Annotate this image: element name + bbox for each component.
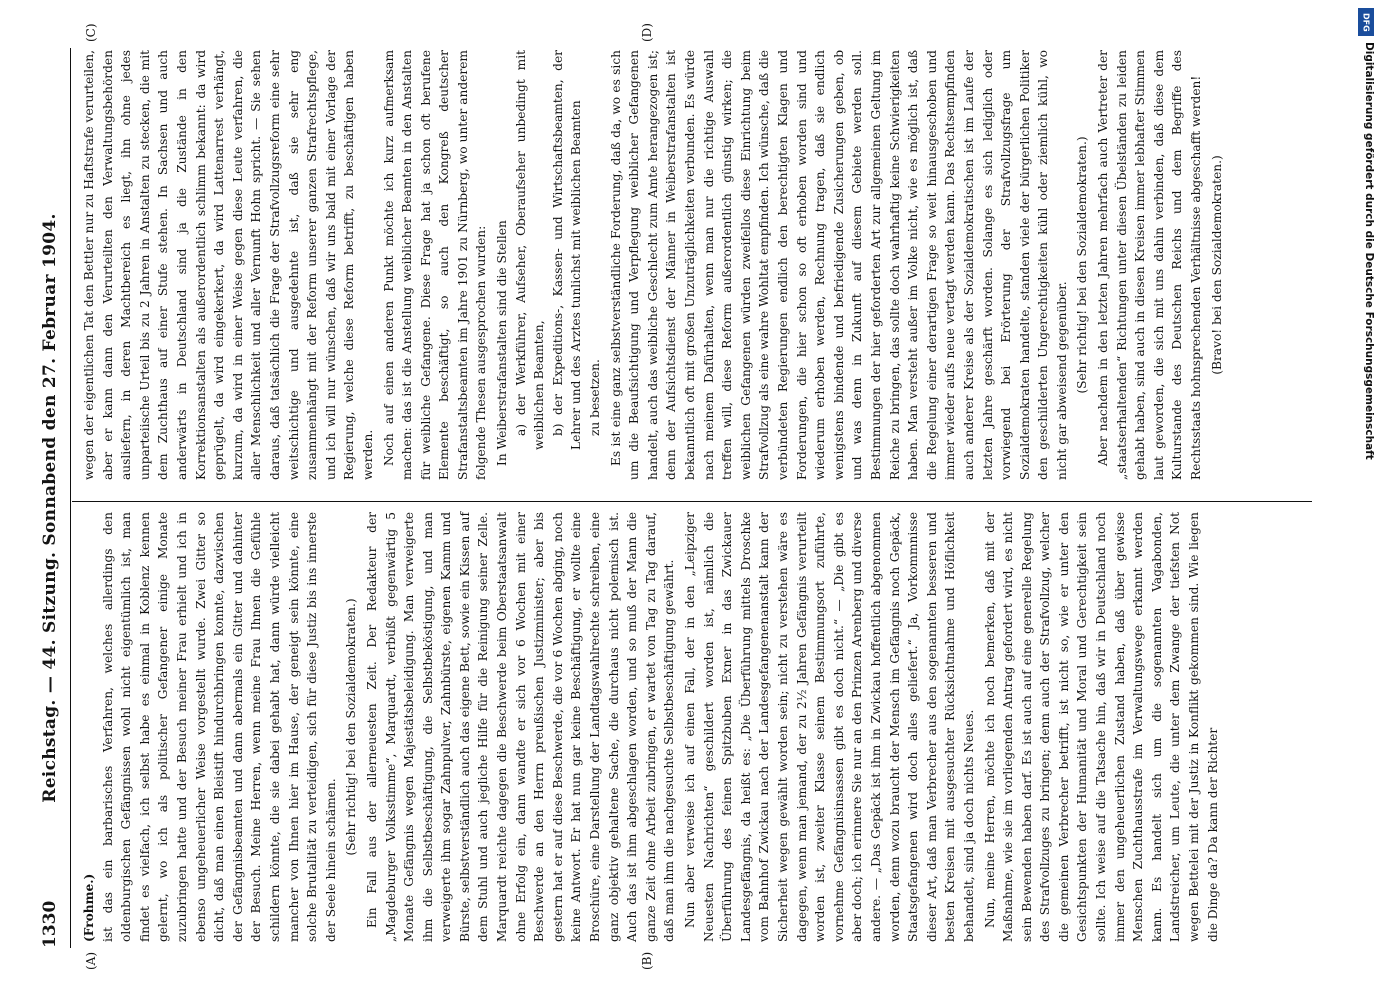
interjection: (Sehr richtig! bei den Sozialdemokraten.) (344, 598, 359, 856)
paragraph: Nun aber verweise ich auf einen Fall, der in den „Leipziger Neuesten Nachrichten“ geschildert worden ist, nämlich die Überführung des feinen Spitzbuben Exner in das Zwickauer Landesgefängnis, da heißt es: „Die Überführung mittels Droschke vom Bahnhof Zwickau nach der Landesgefangenenanstalt kann der Sicherheit wegen gewählt worden sein; nicht zu verstehen wäre es dagegen, wenn man jemand, der zu 2½ Jahren Gefängnis verurteilt worden ist, zweiter Klasse seinem Bestimmungsort zuführte, vornehme Gefängnisinsassen gibt es doch nicht.“ — „Die gibt es aber doch; ich erinnere Sie nur an den Prinzen Arenberg und diverse andere. — „Das Gepäck ist ihm in Zwickau hoffentlich abgenommen worden, denn wozu braucht der Mensch im Gefängnis noch Gepäck, Staatsgefangenen wird doch alles geliefert.“ Ja, Vorkommnisse dieser Art, daß man Verbrecher aus den sogenannten besseren und besten Kreisen mit ausgesuchter Rücksichtnahme und Höflichkeit behandelt, sind ja doch nichts Neues. (683, 512, 976, 942)
paragraph: wegen der eigentlichen Tat den Bettler nur zu Haftstrafe verurteilen, aber er kann dann den Verurteilten den Verwaltungsbehörden ausliefern, in deren Machtbereich es liegt, ihn ohne jedes unparteiische Urteil bis zu 2 Jahren in Anstalten zu stecken, die mit dem Zuchthaus auf einer Stufe stehen. In Sachsen und auch anderwärts in Deutschland sind ja die Zustände in den Korrektionsanstalten als außerordentlich schlimm bekannt: da wird geprügelt, da wird eingekerkert, da wird Lattenarrest verhängt, kurzum, da wird in einer Weise gegen diese Leute verfahren, die aller Menschlichkeit und aller Vernunft Hohn spricht. — Sie sehen daraus, daß tatsächlich die Frage der Strafvollzugsreform eine sehr weitschichtige und ausgedehnte ist, daß sie sehr eng zusammenhängt mit der Reform unserer ganzen Strafrechtspflege, und ich will nur wünschen, daß wir uns bald mit einer Vorlage der Regierung, welche diese Reform betrifft, zu beschäftigen haben werden. (82, 50, 375, 480)
margin-mark-c: (C) (84, 23, 98, 42)
paragraph: Noch auf einen anderen Punkt möchte ich kurz aufmerksam machen: das ist die Anstellung weiblicher Beamten in den Anstalten für weibliche Gefangene. Diese Frage hat ja schon oft berufene Elemente beschäftigt, so auch den Kongreß deutscher Strafanstaltsbeamten im Jahre 1901 zu Nürnberg, wo unter anderem folgende Thesen ausgesprochen wurden: (381, 50, 489, 480)
margin-mark-b: (B) (640, 951, 654, 970)
paragraph: a) der Werkführer, Aufseher, Oberaufseher unbedingt mit weiblichen Beamten, (513, 50, 547, 450)
paragraph: Ein Fall aus der allerneuesten Zeit. Der Redakteur der „Magdeburger Volksstimme“, Marquardt, verbüßt gegenwärtig 5 Monate Gefängnis wegen Majestätsbeleidigung. Man verweigerte ihm die Selbstbeschäftigung, die Selbstbeköstigung, und man verweigerte ihm sogar Zahnpulver, Zahnbürste, eigenen Kamm und Bürste, selbstverständlich auch das eigene Bett, sowie ein Kissen auf dem Stuhl und auch jegliche Hilfe für die Reinigung seiner Zelle. Marquardt reichte dagegen die Beschwerde beim Oberstaatsanwalt ohne Erfolg ein, dann wandte er sich vor 6 Wochen mit einer Beschwerde an den Herrn preußischen Justizminister; aber bis gestern hat er auf diese Beschwerde, die vor 6 Wochen abging, noch keine Antwort. Er hat nun gar keine Beschäftigung, er wollte eine Broschüre, eine Darstellung der Landtagswahlrechte schreiben, eine ganz objektiv gehaltene Sache, die durchaus nicht polemisch ist. Auch das ist ihm abgeschlagen worden, und so muß der Mann die ganze Zeit ohne Arbeit zubringen, er wartet von Tag zu Tag darauf, daß man ihm die nachgesuchte Selbstbeschäftigung gewährt. (364, 512, 677, 942)
paragraph: Es ist eine ganz selbstverständliche Forderung, daß da, wo es sich um die Beaufsichtigung und Verpflegung weiblicher Gefangenen handelt, auch das weibliche Geschlecht zum Amte herangezogen ist; denn der Aufsichtsdienst der Männer in Weiberstrafanstalten ist bekanntlich oft mit großen Unzuträglichkeiten verbunden. Es würde nach meinem Dafürhalten, wenn man nur die richtige Auswahl treffen will, diese Reform außerordentlich günstig wirken; die weiblichen Gefangenen würden zweifellos diese Einrichtung beim Strafvollzug als eine wahre Wohltat empfinden. Ich wünsche, daß die verbündeten Regierungen endlich den berechtigten Klagen und Forderungen, die hier schon so oft erhoben worden sind und wiederum erhoben werden, Rechnung tragen, daß sie endlich wenigstens bindende und befriedigende Zusicherungen geben, ob und was denn in Zukunft auf diesem Gebiete werden soll. Bestimmungen der hier geforderten Art zur allgemeinen Geltung im Reiche zu bringen, das sollte doch wahrhaftig keine Schwierigkeiten haben. Man versteht außer im Volke nicht, wie es möglich ist, daß die Regelung einer derartigen Frage so weit hinausgeschoben und immer wieder aufs neue vertagt werden kann. Das Rechtsempfinden auch anderer Kreise als der Sozialdemokratischen ist im Laufe der letzten Jahre geschärft worden. Solange es sich lediglich oder vorwiegend bei Erörterung der Strafvollzugsfrage um Sozialdemokraten handelte, standen viele der bürgerlichen Politiker den geschilderten Ungerechtigkeiten kühl oder ziemlich kühl, wo nicht gar abweisend gegenüber. (608, 50, 1069, 480)
paragraph: Aber nachdem in den letzten Jahren mehrfach auch Vertreter der „staatserhaltenden“ Richtungen unter diesen Übelständen zu leiden gehabt haben, sind auch in diesen Kreisen immer lebhafter Stimmen laut geworden, die sich mit uns dahin verbinden, daß diese dem Kulturstande des Deutschen Reichs und dem Begriffe des Rechtsstaats hohnsprechenden Verhältnisse abgeschafft werden! (1096, 50, 1204, 480)
header-rule (70, 48, 71, 948)
digitization-note: Digitalisierung gefördert durch die Deutsche Forschungsgemeinschaft (1363, 42, 1375, 460)
dfg-logo: DFG (1358, 8, 1374, 36)
page-header (40, 48, 66, 948)
column-divider (72, 501, 1312, 502)
page-title: Reichstag. — 44. Sitzung. Sonnabend den 27. Februar 1904. (40, 213, 60, 803)
speaker-name: (Frohme.) (82, 873, 96, 942)
paragraph: zu besetzen. (588, 359, 603, 436)
right-column (80, 50, 1226, 480)
left-column (80, 512, 1222, 942)
margin-mark-d: (D) (640, 23, 654, 42)
paragraph: ist das ein barbarisches Verfahren, welches allerdings den oldenburgischen Gefängnissen wohl nicht eigentümlich ist, man findet es vielfach, ich selbst habe es einmal in Koblenz kennen gelernt, wo ich als politischer Gefangener einige Monate zuzubringen hatte und der Besuch meiner Frau erhielt und ich in ebenso ungeheuerlicher Weise vorgestellt wurde. Zwei Gitter so dicht, daß man einen Bleistift hindurchbringen konnte, dazwischen der Gefängnisbeamten und dann abermals ein Gitter und dahinter der Besuch. Meine Herren, wenn meine Frau Ihnen die Gefühle schildern könnte, die sie dabei gehabt hat, dann würde vielleicht mancher von Ihnen hier im Hause, der geneigt sein könnte, eine solche Brutalität zu verteidigen, sich für diese Justiz bis ins innerste der Seele hinein schämen. (100, 512, 338, 942)
margin-mark-a: (A) (84, 951, 98, 970)
paragraph: In Weiberstrafanstalten sind die Stellen (495, 220, 510, 466)
interjection: (Sehr richtig! bei den Sozialdemokraten.) (1075, 136, 1090, 394)
paragraph: Nun, meine Herren, möchte ich noch bemerken, daß mit der Maßnahme, wie sie im vorliegenden Antrag gefordert wird, es nicht sein Bewenden haben darf. Es ist auch auf eine generelle Regelung des Strafvollzuges zu bringen; denn auch der Strafvollzug, welcher die gemeinen Verbrecher betrifft, ist nicht so, wie er unter den Gesichtspunkten der Humanität und Moral und Gerechtigkeit sein sollte. Ich weise auf die Tatsache hin, daß wir in Deutschland noch immer den ungeheuerlichen Zustand haben, daß über gewisse Menschen Zuchthausstrafe im Verwaltungswege erkannt werden kann. Es handelt sich um die sogenannten Vagabonden, Landstreicher, um Leute, die unter dem Zwange der tiefsten Not wegen Bettelei mit der Justiz in Konflikt gekommen sind. Wie liegen die Dinge da? Da kann der Richter (982, 512, 1220, 942)
paragraph: b) der Expeditions-, Kassen- und Wirtschaftsbeamten, der Lehrer und des Arztes tunlichst mit weiblichen Beamten (550, 50, 584, 450)
interjection: (Bravo! bei den Sozialdemokraten.) (1209, 155, 1224, 375)
page-number: 1330 (40, 900, 60, 948)
